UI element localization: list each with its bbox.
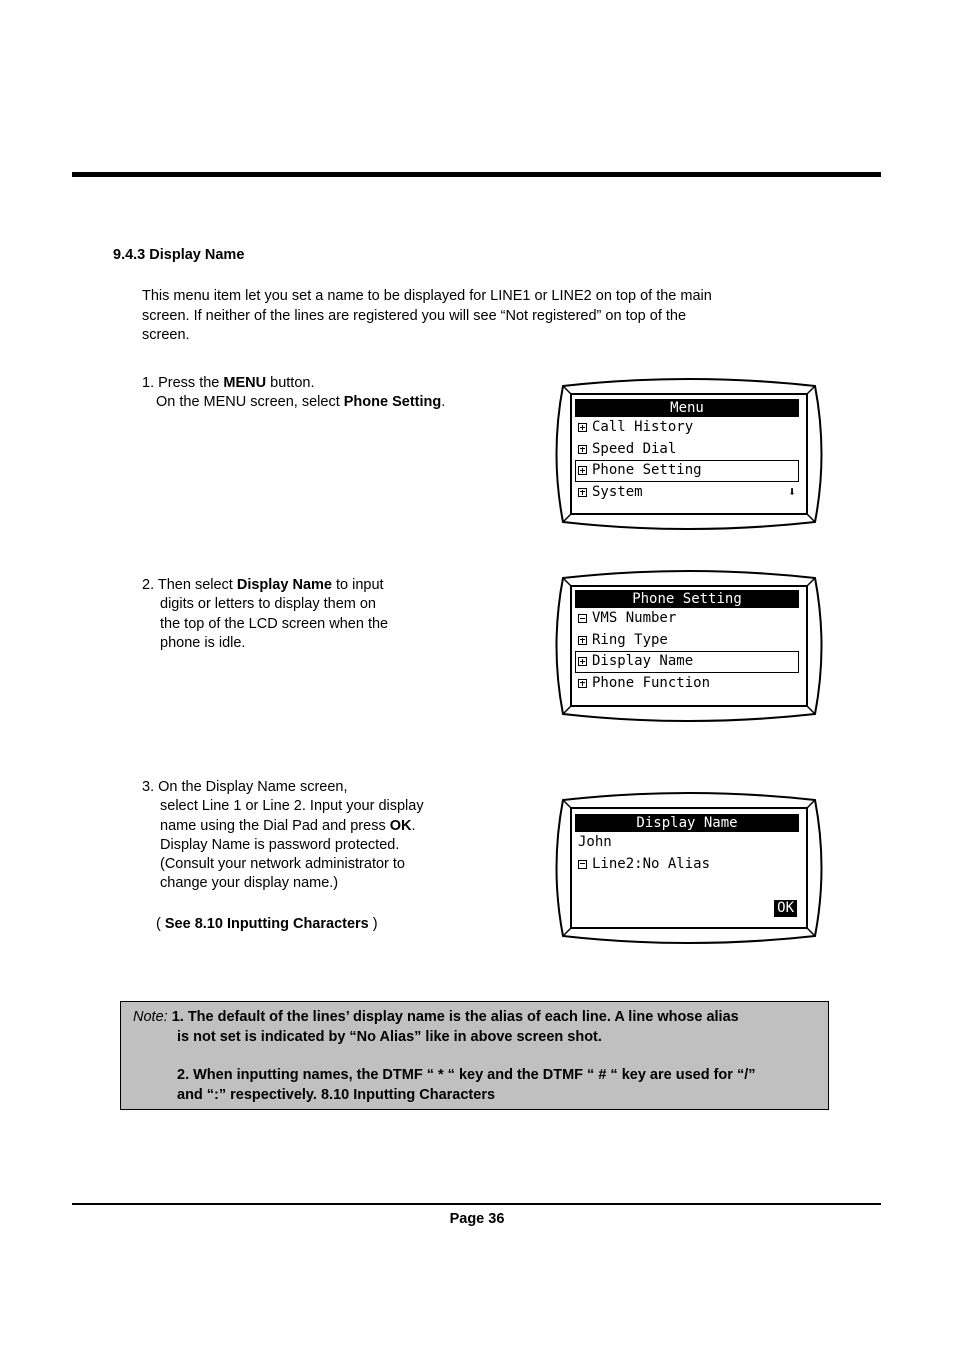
lcd-title: Display Name — [575, 814, 799, 832]
lcd-screen — [575, 399, 799, 503]
note-text: 1. The default of the lines’ display name is the alias of each line. A line whose alias — [167, 1009, 739, 1025]
menu-item-label: Speed Dial — [592, 440, 677, 457]
step-1-text — [142, 374, 445, 413]
step-text: 2. Then select — [142, 577, 237, 593]
ok-softkey[interactable]: OK — [774, 900, 797, 917]
collapse-icon — [578, 614, 587, 623]
line1-name-field[interactable]: John — [578, 834, 612, 850]
step-2-text — [142, 576, 388, 653]
step-text: the top of the LCD screen when the — [160, 615, 389, 632]
lcd-title: Menu — [575, 399, 799, 417]
step-text: change your display name.) — [160, 875, 339, 892]
lcd-screen — [575, 590, 799, 694]
menu-item-call-history[interactable] — [575, 417, 799, 439]
step-bold: MENU — [223, 375, 267, 391]
menu-item-label: VMS Number — [592, 610, 677, 626]
expand-icon — [578, 466, 587, 475]
note-text: and “:” respectively. 8.10 Inputting Characters — [177, 1086, 496, 1103]
expand-icon — [578, 488, 587, 497]
step-text: ( — [156, 915, 165, 932]
expand-icon — [578, 657, 587, 666]
step-text: Display Name is password protected. — [160, 836, 400, 853]
note-text: 2. When inputting names, the DTMF “ * “ key and the DTMF “ # “ key are used for “/” — [177, 1067, 756, 1083]
menu-item-system[interactable] — [575, 482, 799, 504]
line2-label: Line2:No Alias — [592, 855, 711, 872]
step-text: button. — [266, 375, 315, 391]
lcd-screen — [575, 814, 799, 922]
line2-name-field[interactable] — [575, 854, 799, 876]
step-bold: Display Name — [236, 577, 332, 593]
menu-item-display-name[interactable] — [575, 651, 799, 673]
footer-rule — [72, 1203, 881, 1205]
step-text: 3. On the Display Name screen, — [142, 779, 348, 795]
step-bold: OK — [389, 817, 412, 834]
menu-item-label: Call History — [592, 419, 694, 435]
cross-reference: See 8.10 Inputting Characters — [164, 915, 369, 932]
intro-line: screen. — [142, 327, 190, 343]
step-text: phone is idle. — [160, 634, 246, 651]
note-paragraph-2 — [177, 1066, 827, 1105]
menu-item-label: Ring Type — [592, 631, 668, 648]
menu-item-label: Phone Function — [592, 674, 711, 691]
menu-item-ring-type[interactable] — [575, 630, 799, 652]
note-paragraph-1 — [133, 1008, 823, 1047]
expand-icon — [578, 636, 587, 645]
intro-line: screen. If neither of the lines are registered you will see “Not registered” on top of the — [142, 307, 687, 324]
section-title: 9.4.3 Display Name — [113, 247, 245, 263]
intro-line: This menu item let you set a name to be displayed for LINE1 or LINE2 on top of the main — [142, 288, 712, 304]
menu-item-vms-number[interactable] — [575, 608, 799, 630]
step-text: (Consult your network administrator to — [160, 856, 405, 873]
note-text: is not set is indicated by “No Alias” like in above screen shot. — [177, 1028, 602, 1045]
scroll-down-icon: ⬇ — [788, 484, 796, 500]
step-bold: Phone Setting — [343, 394, 442, 411]
step-text: . — [441, 394, 446, 411]
step-text: digits or letters to display them on — [160, 596, 376, 613]
page-number: Page 36 — [449, 1211, 505, 1227]
menu-item-label: System — [592, 483, 643, 500]
lcd-display-name-screen — [553, 792, 823, 944]
expand-icon — [578, 423, 587, 432]
lcd-title: Phone Setting — [575, 590, 799, 608]
note-box — [120, 1001, 829, 1110]
menu-item-phone-setting[interactable] — [575, 460, 799, 482]
menu-item-label: Phone Setting — [592, 462, 702, 478]
menu-item-phone-function[interactable] — [575, 673, 799, 695]
collapse-icon — [578, 860, 587, 869]
step-text: 1. Press the — [142, 375, 224, 391]
expand-icon — [578, 445, 587, 454]
note-label: Note: — [133, 1009, 168, 1025]
intro-paragraph — [142, 287, 782, 346]
expand-icon — [578, 679, 587, 688]
step-text: On the MENU screen, select — [156, 394, 344, 411]
menu-item-speed-dial[interactable] — [575, 439, 799, 461]
lcd-phone-setting-screen — [553, 570, 823, 722]
step-text: ) — [368, 915, 378, 932]
lcd-menu-screen — [553, 378, 823, 530]
step-text: name using the Dial Pad and press — [160, 817, 390, 834]
header-rule — [72, 172, 881, 177]
menu-item-label: Display Name — [592, 653, 694, 669]
step-3-text — [142, 778, 424, 934]
step-text: select Line 1 or Line 2. Input your display — [160, 798, 424, 815]
step-text: to input — [331, 577, 384, 593]
step-text: . — [411, 817, 416, 834]
